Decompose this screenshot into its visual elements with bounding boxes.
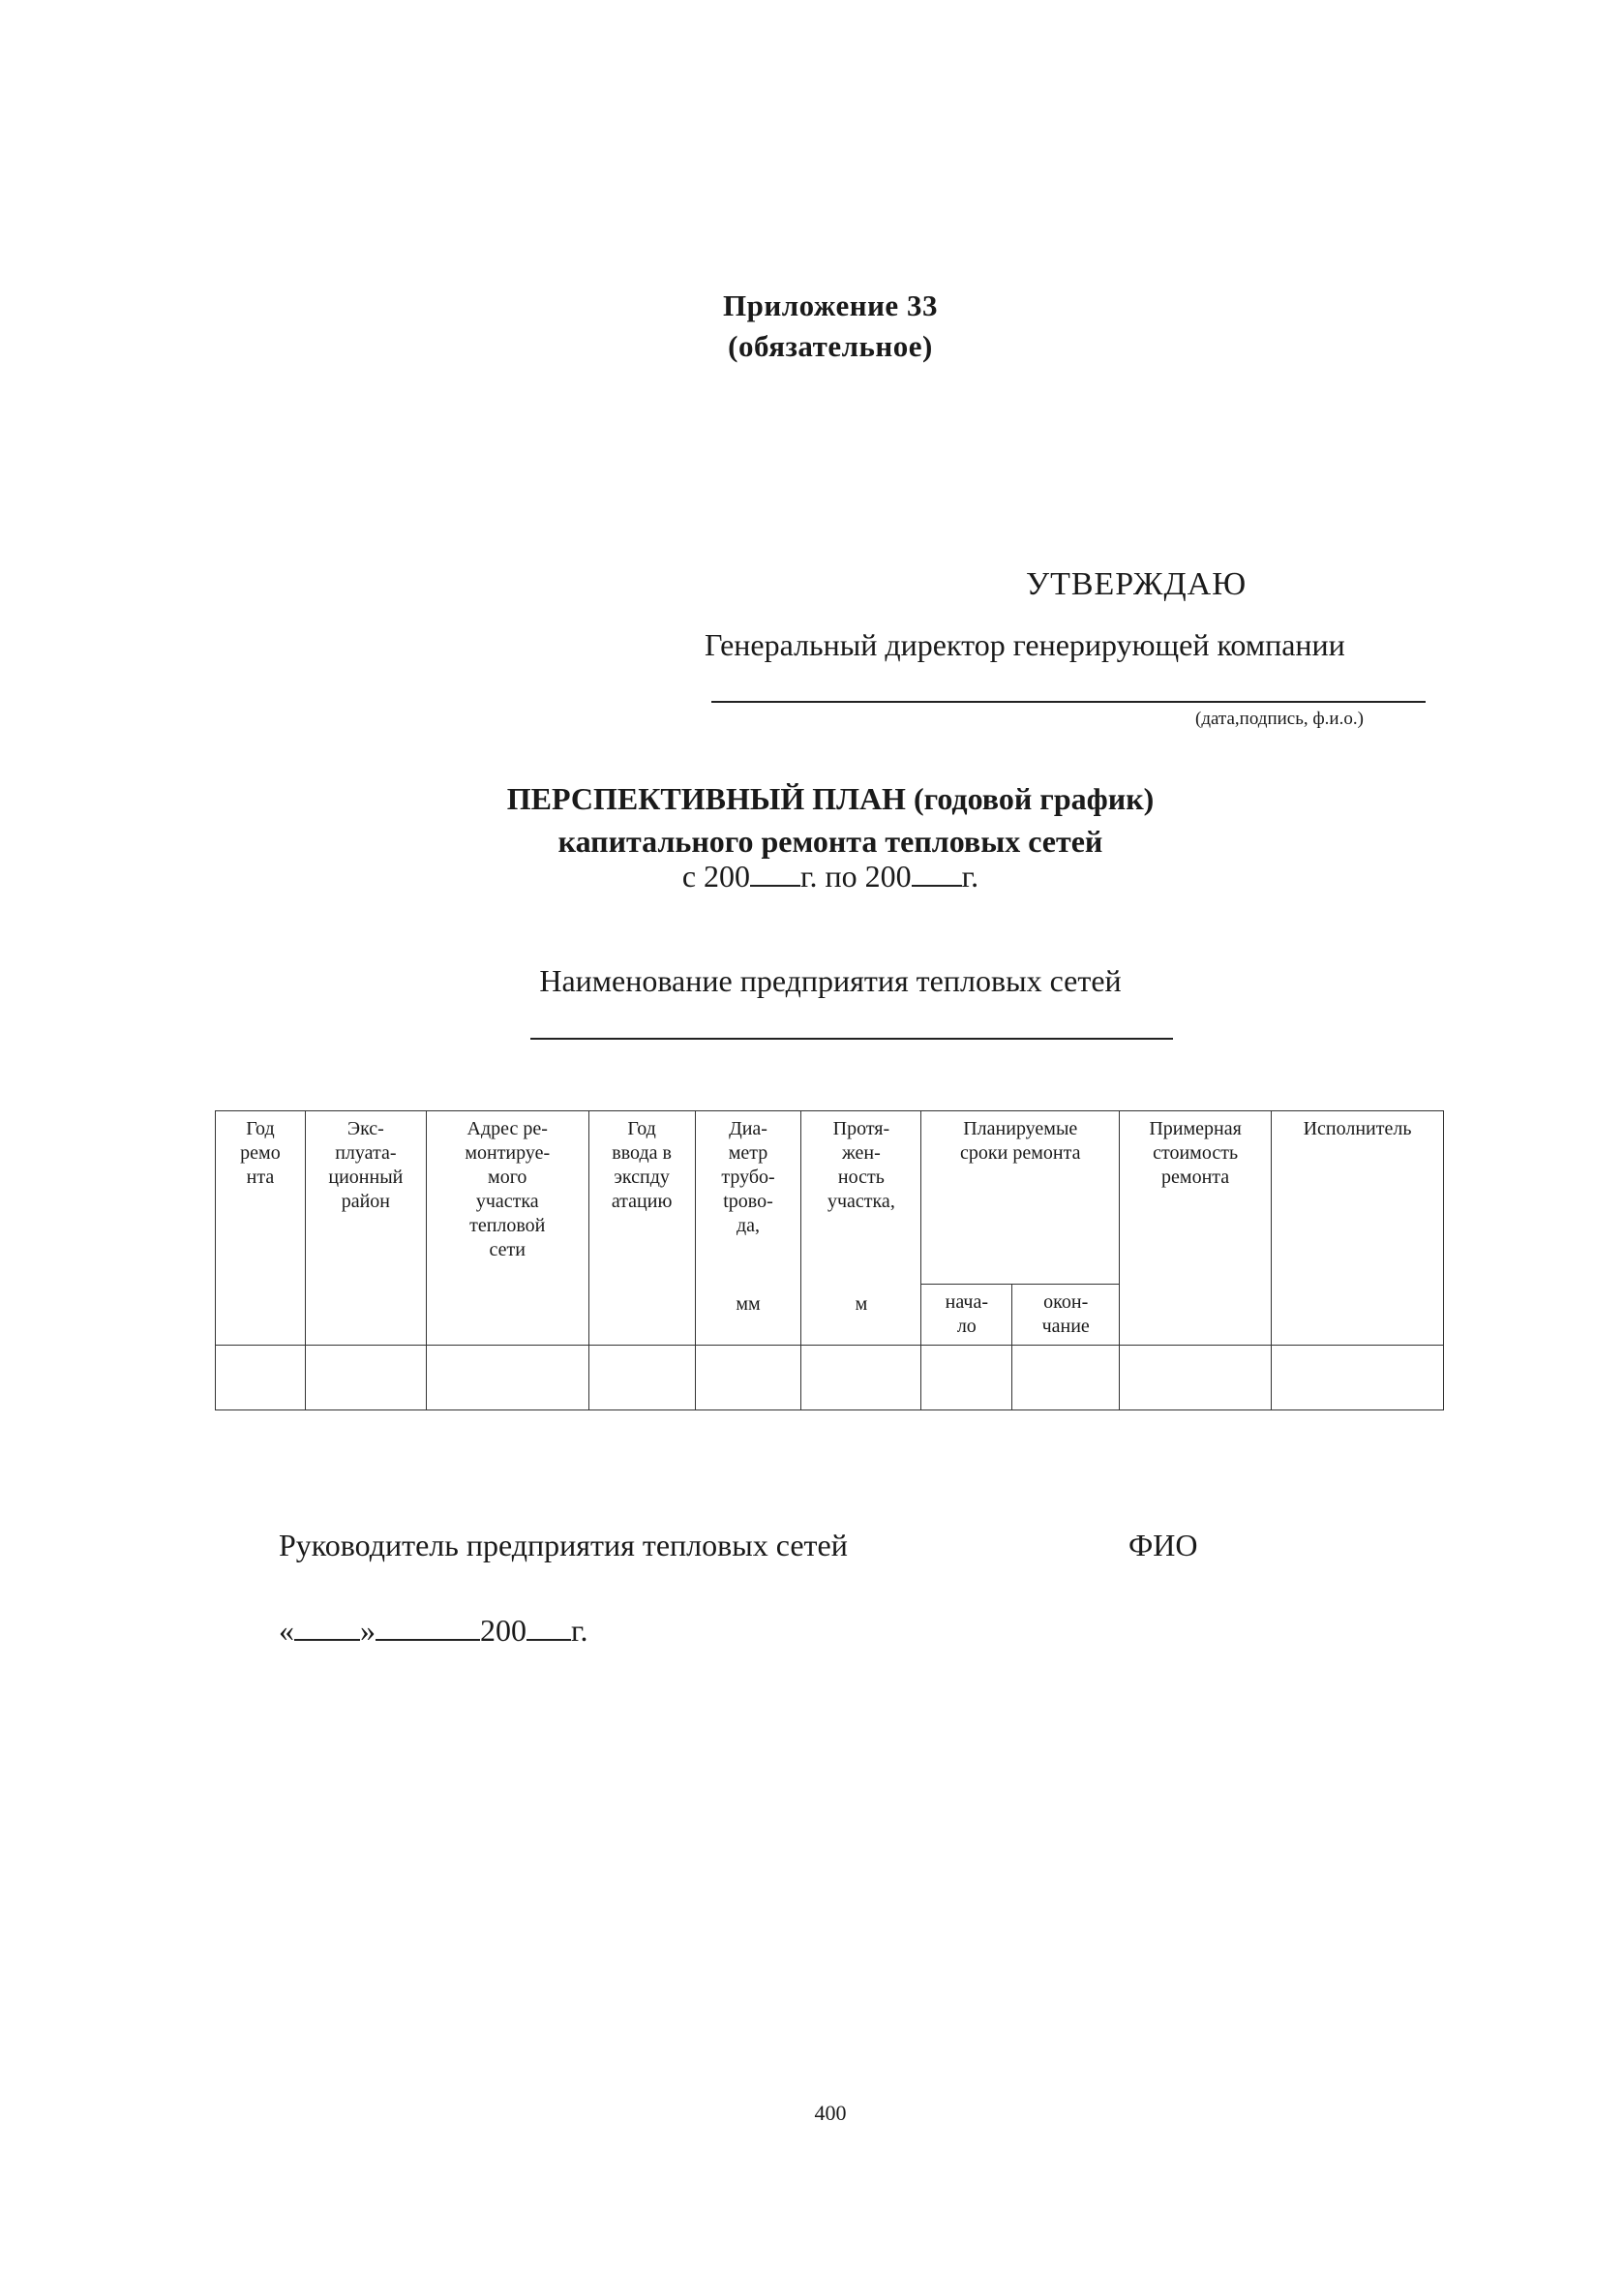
table-cell (1272, 1345, 1444, 1409)
approve-label: УТВЕРЖДАЮ (1026, 566, 1248, 602)
header-executor: Исполнитель (1272, 1111, 1444, 1346)
date-close-quote: » (360, 1613, 376, 1648)
month-blank (376, 1614, 480, 1641)
table-cell (426, 1345, 588, 1409)
signature-caption: (дата,подпись, ф.и.о.) (1195, 709, 1364, 729)
year-blank (526, 1614, 571, 1641)
signature-line (711, 701, 1426, 703)
header-length-unit: м (801, 1285, 921, 1346)
table-cell (588, 1345, 695, 1409)
header-district: Экс- плуата- ционный район (305, 1111, 426, 1346)
date-year: 200 (480, 1613, 526, 1648)
header-year-repair: Год ремо нта (216, 1111, 306, 1346)
header-year-commission: Год ввода в экспду атацию (588, 1111, 695, 1346)
table-row (216, 1345, 1444, 1409)
header-end: окон- чание (1012, 1285, 1120, 1346)
header-diameter: Диа- метр трубо- tрово- да, (695, 1111, 801, 1285)
title-line-1: ПЕРСПЕКТИВНЫЙ ПЛАН (годовой график) (506, 781, 1155, 816)
table-cell (305, 1345, 426, 1409)
repair-plan-table (215, 1110, 1444, 1410)
header-length: Протя- жен- ность участка, (801, 1111, 921, 1285)
header-address: Адрес ре- монтируе- мого участка тепловой сети (426, 1111, 588, 1346)
organization-blank-line (530, 1038, 1173, 1040)
period-from-blank (750, 860, 800, 887)
header-planned-dates: Планируемые сроки ремонта (921, 1111, 1120, 1285)
appendix-number: Приложение 33 (723, 288, 938, 322)
header-diameter-unit: мм (695, 1285, 801, 1346)
appendix-heading (0, 286, 1624, 367)
organization-label: Наименование предприятия тепловых сетей (539, 963, 1122, 998)
document-title (0, 777, 1624, 863)
page-number: 400 (814, 2101, 847, 2125)
date-open-quote: « (279, 1613, 294, 1648)
period-mid: г. по 200 (800, 859, 912, 894)
head-signer-label: Руководитель предприятия тепловых сетей (279, 1528, 848, 1562)
header-start: нача- ло (921, 1285, 1012, 1346)
table-cell (1120, 1345, 1272, 1409)
appendix-status: (обязательное) (728, 329, 933, 363)
table-cell (921, 1345, 1012, 1409)
period-to-blank (912, 860, 962, 887)
director-position: Генеральный директор генерирующей компании (705, 627, 1345, 662)
signature-date-line (279, 1613, 588, 1649)
period-end: г. (961, 859, 979, 894)
header-cost: Примерная стоимость ремонта (1120, 1111, 1272, 1346)
table-cell (801, 1345, 921, 1409)
table-cell (216, 1345, 306, 1409)
title-line-2: капитального ремонта тепловых сетей (557, 824, 1103, 859)
period-line (0, 859, 1624, 894)
period-from: с 200 (681, 859, 751, 894)
date-suffix: г. (571, 1613, 588, 1648)
fio-label: ФИО (1128, 1528, 1198, 1562)
table-cell (1012, 1345, 1120, 1409)
day-blank (294, 1614, 360, 1641)
table-cell (695, 1345, 801, 1409)
